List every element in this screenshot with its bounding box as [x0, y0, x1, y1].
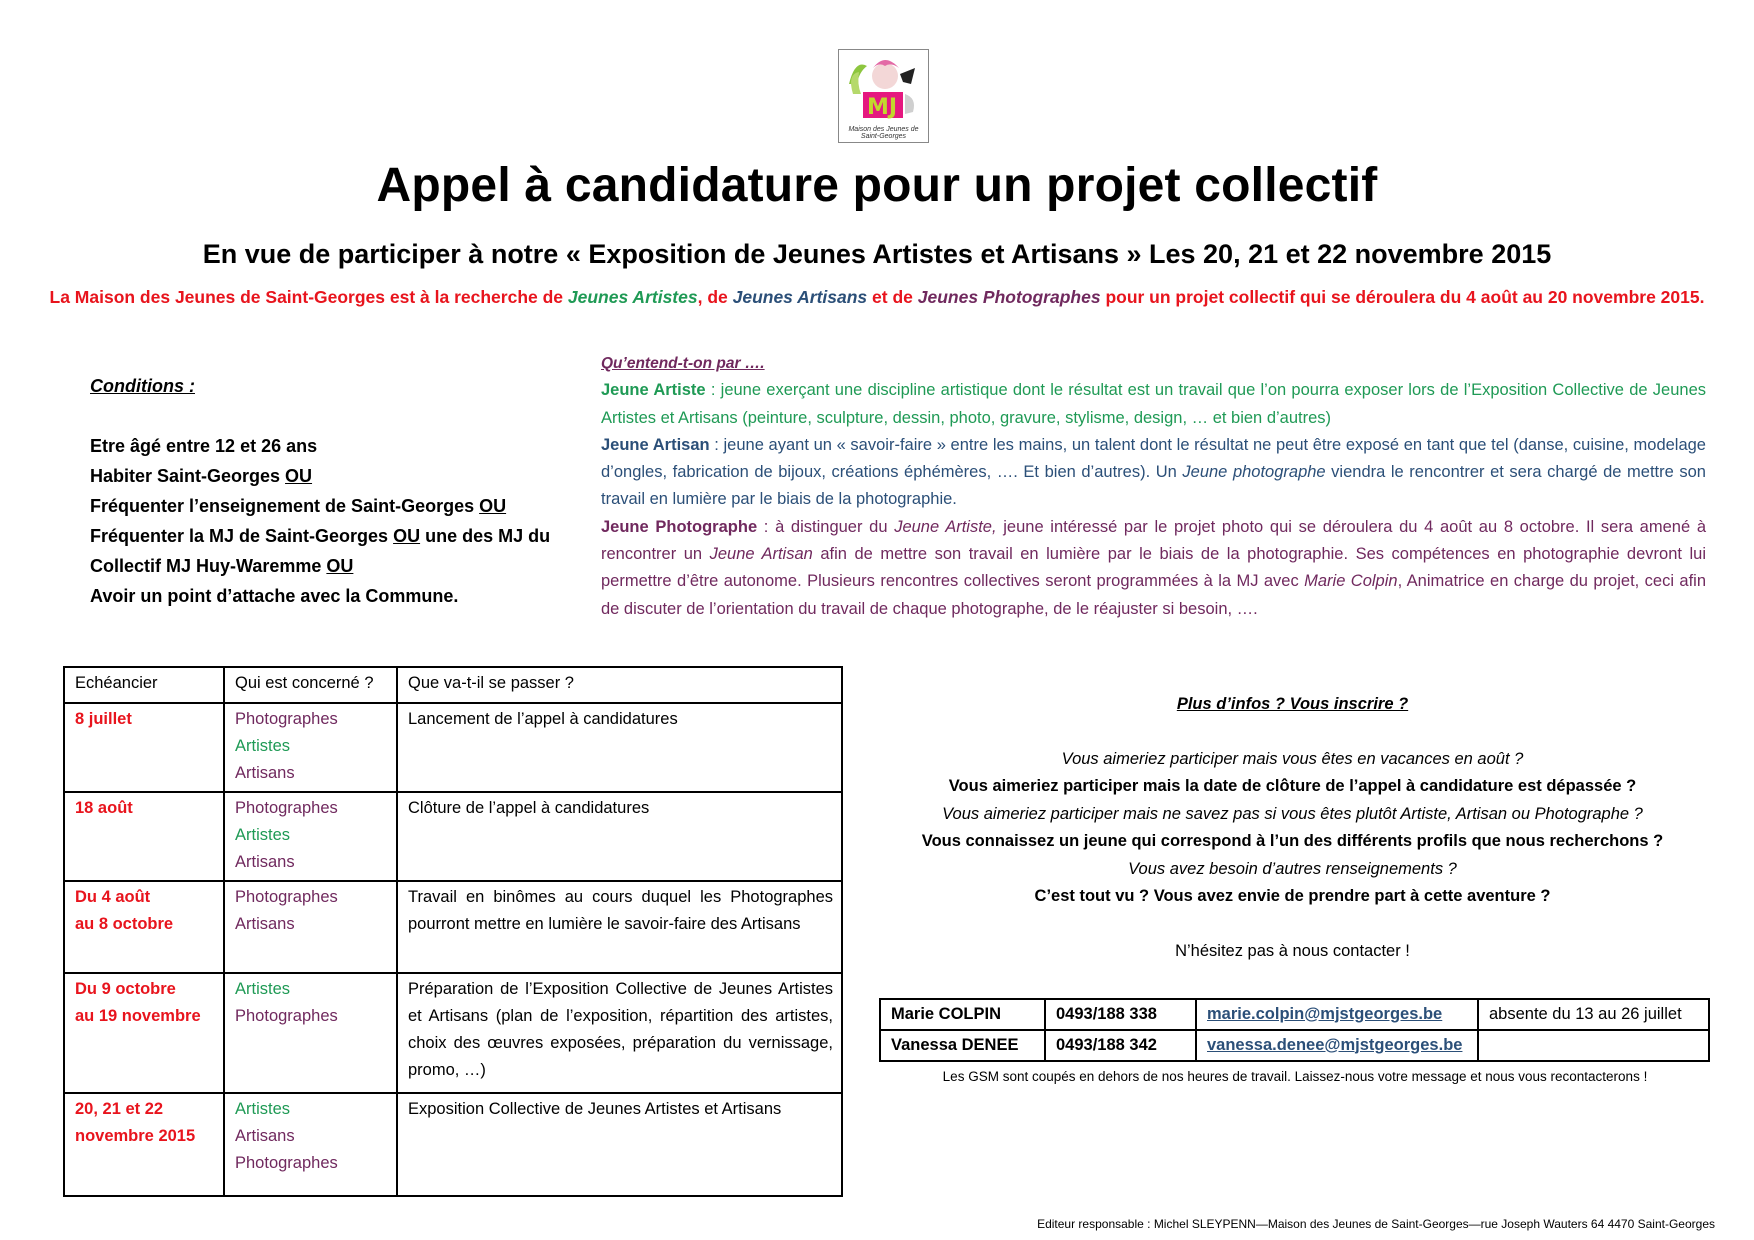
who-item: Photographes: [235, 710, 338, 728]
photo-text4: , Animatrice en charge du projet, ceci afin de discuter de l’orientation du travail de chaque photographe, de le réajuster si besoin, ….: [601, 572, 1706, 618]
who-item: Artisans: [235, 1127, 295, 1145]
footer-publisher: Editeur responsable : Michel SLEYPENN—Maison des Jeunes de Saint-Georges—rue Joseph Wauters 64 4470 Saint-Georges: [1037, 1217, 1715, 1231]
schedule-who: [224, 703, 397, 792]
info-heading: Plus d’infos ? Vous inscrire ?: [1176, 695, 1409, 713]
contact-note: [1478, 1030, 1709, 1061]
table-row: [64, 792, 842, 881]
definitions-heading: Qu’entend-t-on par ….: [601, 355, 765, 372]
who-item: Photographes: [235, 1154, 338, 1172]
contact-email-link[interactable]: vanessa.denee@mjstgeorges.be: [1196, 1030, 1478, 1061]
who-item: Photographes: [235, 799, 338, 817]
artiste-text: : jeune exerçant une discipline artistique dont le résultat est un travail que l’on pourra exposer lors de l’Exposition Collective de Jeunes Artistes et Artisans (peinture, sculpture, dessin, photo, gravure, stylisme, design, … et bien d’autres): [601, 381, 1706, 427]
who-item: Artistes: [235, 826, 291, 844]
photo-text1: : à distinguer du: [757, 517, 895, 536]
or-label: OU: [326, 556, 354, 576]
condition-age: Etre âgé entre 12 et 26 ans: [90, 436, 318, 456]
condition-mj: [90, 521, 570, 581]
mj-logo-graphic: [845, 54, 922, 124]
schedule-header-who: Qui est concerné ?: [224, 667, 397, 703]
table-row: [64, 1093, 842, 1196]
date-line: Du 9 octobre: [75, 980, 176, 998]
schedule-who: [224, 1093, 397, 1196]
schedule-date: [64, 703, 224, 792]
schedule-what: Travail en binômes au cours duquel les Photographes pourront mettre en lumière le savoir-faire des Artisans: [397, 881, 842, 973]
schedule-who: [224, 973, 397, 1093]
contact-row: [880, 1030, 1709, 1061]
intro-sep1: , de: [697, 287, 733, 307]
schedule-header-date: Echéancier: [64, 667, 224, 703]
schedule-date: [64, 792, 224, 881]
artisan-term: Jeune Artisan: [601, 435, 710, 454]
condition-school-text: Fréquenter l’enseignement de Saint-Georges: [90, 496, 480, 516]
conditions-block: [90, 371, 570, 611]
or-label: OU: [393, 526, 421, 546]
artisan-text2: viendra le rencontrer et sera chargé de mettre son travail en lumière par le biais de la photographie.: [601, 463, 1706, 509]
condition-commune: Avoir un point d’attache avec la Commune.: [90, 586, 459, 606]
info-block: [880, 691, 1705, 965]
info-question: Vous aimeriez participer mais la date de clôture de l’appel à candidature est dépassée ?: [948, 777, 1637, 795]
intro-text: [0, 287, 1754, 308]
who-item: Artistes: [235, 1100, 291, 1118]
contact-note: absente du 13 au 26 juillet: [1478, 999, 1709, 1030]
condition-mj-text: Fréquenter la MJ de Saint-Georges: [90, 526, 394, 546]
contact-name: Vanessa DENEE: [880, 1030, 1045, 1061]
condition-school: [90, 491, 570, 521]
info-question: Vous aimeriez participer mais vous êtes en vacances en août ?: [1061, 749, 1524, 768]
logo-letters: MJ: [867, 95, 898, 120]
schedule-table: [63, 666, 843, 1197]
date-line: 18 août: [75, 799, 133, 817]
who-item: Artistes: [235, 737, 291, 755]
gsm-note: Les GSM sont coupés en dehors de nos heures de travail. Laissez-nous votre message et nous vous recontacterons !: [942, 1069, 1648, 1084]
contact-phone: 0493/188 338: [1045, 999, 1196, 1030]
schedule-date: [64, 973, 224, 1093]
artiste-term: Jeune Artiste: [601, 381, 706, 400]
date-line: au 8 octobre: [75, 915, 174, 933]
date-line: Du 4 août: [75, 888, 151, 906]
page-title: Appel à candidature pour un projet collectif: [376, 159, 1378, 212]
schedule-who: [224, 881, 397, 973]
or-label: OU: [285, 466, 313, 486]
date-line: 8 juillet: [75, 710, 132, 728]
photo-italic1: Jeune Artiste,: [894, 517, 997, 536]
intro-photographes: Jeunes Photographes: [917, 287, 1101, 307]
definition-artiste: [601, 377, 1706, 432]
schedule-what: Clôture de l’appel à candidatures: [397, 792, 842, 881]
contacts-table: [879, 998, 1710, 1062]
table-row: [64, 881, 842, 973]
intro-artistes: Jeunes Artistes: [567, 287, 698, 307]
info-question: Vous avez besoin d’autres renseignements ?: [1128, 859, 1457, 878]
page-subtitle: En vue de participer à notre « Exposition de Jeunes Artistes et Artisans » Les 20, 21 et 22 novembre 2015: [202, 239, 1552, 269]
who-item: Artisans: [235, 915, 295, 933]
photo-italic3: Marie Colpin: [1304, 572, 1398, 591]
who-item: Photographes: [235, 1007, 338, 1025]
info-question: Vous connaissez un jeune qui correspond à l’un des différents profils que nous recherchons ?: [921, 832, 1664, 850]
schedule-what: Lancement de l’appel à candidatures: [397, 703, 842, 792]
logo-text: Maison des Jeunes de Saint-Georges: [848, 126, 919, 140]
definition-photographe: [601, 514, 1706, 623]
intro-part1: La Maison des Jeunes de Saint-Georges est à la recherche de: [49, 287, 568, 307]
condition-mj-text2: une des MJ du Collectif MJ Huy-Waremme: [90, 526, 551, 576]
table-row: [64, 973, 842, 1093]
contact-email-link[interactable]: marie.colpin@mjstgeorges.be: [1196, 999, 1478, 1030]
who-item: Artisans: [235, 764, 295, 782]
intro-artisans: Jeunes Artisans: [732, 287, 868, 307]
definitions-block: [601, 350, 1706, 623]
artisan-italic: Jeune photographe: [1182, 463, 1326, 482]
artisan-text1: : jeune ayant un « savoir-faire » entre les mains, un talent dont le résultat ne peut être exposé en tant que tel (danse, cuisine, modelage d’ongles, fabrication de bijoux, créations éphémères, …. Et bien d’autres). Un: [601, 435, 1706, 482]
schedule-who: [224, 792, 397, 881]
intro-sep2: et de: [867, 287, 918, 307]
schedule-date: [64, 1093, 224, 1196]
table-row: [64, 703, 842, 792]
photo-text2: jeune intéressé par le projet photo qui se déroulera du 4 août au 8 octobre. Il sera amené à rencontrer un: [601, 517, 1706, 564]
schedule-what: Exposition Collective de Jeunes Artistes et Artisans: [397, 1093, 842, 1196]
photo-italic2: Jeune Artisan: [709, 545, 813, 564]
schedule-what: Préparation de l’Exposition Collective de Jeunes Artistes et Artisans (plan de l’exposition, répartition des artistes, choix des œuvres exposées, préparation du vernissage, promo, …): [397, 973, 842, 1093]
contact-phone: 0493/188 342: [1045, 1030, 1196, 1061]
contact-invite: N’hésitez pas à nous contacter !: [1175, 941, 1410, 960]
schedule-header-row: [64, 667, 842, 703]
who-item: Photographes: [235, 888, 338, 906]
mj-logo: [838, 49, 929, 143]
contact-row: [880, 999, 1709, 1030]
date-line: novembre 2015: [75, 1127, 196, 1145]
condition-residence-text: Habiter Saint-Georges: [90, 466, 286, 486]
contact-name: Marie COLPIN: [880, 999, 1045, 1030]
date-line: 20, 21 et 22: [75, 1100, 164, 1118]
schedule-date: [64, 881, 224, 973]
conditions-heading: Conditions :: [90, 376, 195, 396]
info-question: Vous aimeriez participer mais ne savez pas si vous êtes plutôt Artiste, Artisan ou Photographe ?: [942, 804, 1643, 823]
or-label: OU: [479, 496, 507, 516]
info-question: C’est tout vu ? Vous avez envie de prendre part à cette aventure ?: [1034, 887, 1551, 905]
who-item: Artisans: [235, 853, 295, 871]
date-line: au 19 novembre: [75, 1007, 201, 1025]
photo-text3: afin de mettre son travail en lumière par le biais de la photographie. Ses compétences en photographie devront lui permettre d’être autonome. Plusieurs rencontres collectives seront programmées à la MJ avec: [601, 545, 1706, 591]
photo-term: Jeune Photographe: [601, 517, 758, 536]
condition-residence: [90, 461, 570, 491]
who-item: Artistes: [235, 980, 291, 998]
definition-artisan: [601, 432, 1706, 514]
intro-part2: pour un projet collectif qui se déroulera du 4 août au 20 novembre 2015.: [1100, 287, 1705, 307]
schedule-header-what: Que va-t-il se passer ?: [397, 667, 842, 703]
